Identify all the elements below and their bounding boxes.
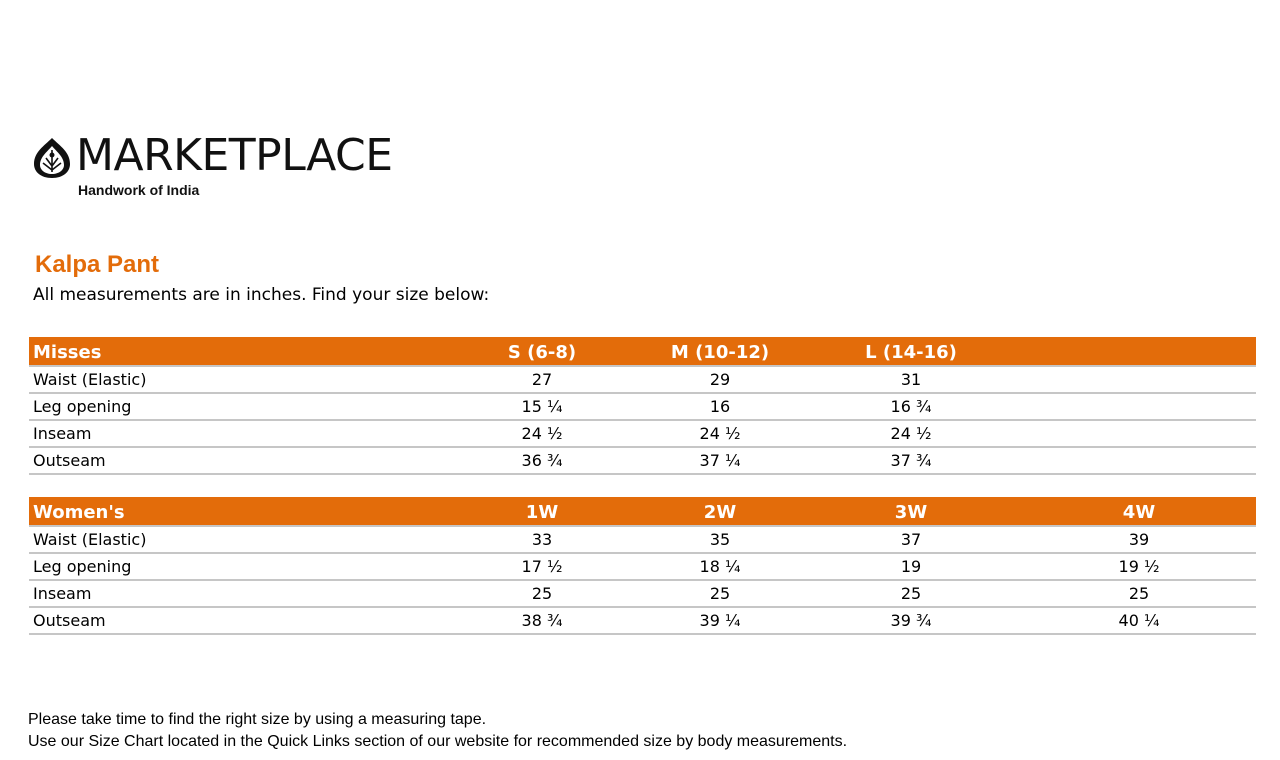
measurement-value: [1022, 393, 1256, 420]
measurement-value: 39: [1022, 526, 1256, 553]
lotus-drop-icon: [30, 136, 74, 180]
measurement-value: 40 ¼: [1022, 607, 1256, 634]
measurement-value: 24 ½: [800, 420, 1022, 447]
measurement-value: 39 ¼: [640, 607, 800, 634]
footer-note: [28, 709, 847, 753]
size-header: [1022, 337, 1256, 366]
measurement-value: 18 ¼: [640, 553, 800, 580]
table-row: [29, 393, 1256, 420]
measurement-label: Outseam: [29, 447, 444, 474]
measurement-value: 17 ½: [444, 553, 640, 580]
measurement-value: 35: [640, 526, 800, 553]
size-header: 1W: [444, 497, 640, 526]
measurement-value: 25: [640, 580, 800, 607]
table-header-row: [29, 497, 1256, 526]
measurement-label: Leg opening: [29, 393, 444, 420]
measurement-value: 37 ¼: [640, 447, 800, 474]
measurement-value: 24 ½: [444, 420, 640, 447]
womens-header: Women's: [29, 497, 444, 526]
womens-size-table: [29, 497, 1256, 635]
size-header: 3W: [800, 497, 1022, 526]
brand-tagline: Handwork of India: [78, 182, 200, 198]
measurement-value: 16: [640, 393, 800, 420]
table-row: [29, 607, 1256, 634]
size-header: S (6-8): [444, 337, 640, 366]
measurement-value: 19 ½: [1022, 553, 1256, 580]
measurement-label: Outseam: [29, 607, 444, 634]
measurement-value: 29: [640, 366, 800, 393]
size-header: 2W: [640, 497, 800, 526]
table-row: [29, 580, 1256, 607]
footer-line: Please take time to find the right size by using a measuring tape.: [28, 711, 487, 728]
product-title: Kalpa Pant: [35, 251, 160, 278]
measurement-label: Inseam: [29, 580, 444, 607]
measurement-value: 36 ¾: [444, 447, 640, 474]
misses-size-table: [29, 337, 1256, 475]
measurement-value: 37: [800, 526, 1022, 553]
measurement-value: [1022, 366, 1256, 393]
measurement-value: 39 ¾: [800, 607, 1022, 634]
product-subtitle: All measurements are in inches. Find your size below:: [33, 285, 490, 305]
measurement-value: 25: [444, 580, 640, 607]
size-header: L (14-16): [800, 337, 1022, 366]
measurement-value: [1022, 447, 1256, 474]
measurement-value: 15 ¼: [444, 393, 640, 420]
measurement-value: 25: [800, 580, 1022, 607]
measurement-value: 19: [800, 553, 1022, 580]
table-row: [29, 366, 1256, 393]
measurement-value: 24 ½: [640, 420, 800, 447]
measurement-value: 31: [800, 366, 1022, 393]
measurement-value: 25: [1022, 580, 1256, 607]
table-header-row: [29, 337, 1256, 366]
measurement-value: 37 ¾: [800, 447, 1022, 474]
measurement-label: Waist (Elastic): [29, 366, 444, 393]
footer-line: Use our Size Chart located in the Quick Links section of our website for recommended size by body measurements.: [28, 733, 848, 750]
table-row: [29, 526, 1256, 553]
size-header: 4W: [1022, 497, 1256, 526]
measurement-label: Inseam: [29, 420, 444, 447]
measurement-value: 16 ¾: [800, 393, 1022, 420]
measurement-value: [1022, 420, 1256, 447]
misses-header: Misses: [29, 337, 444, 366]
measurement-value: 33: [444, 526, 640, 553]
measurement-value: 38 ¾: [444, 607, 640, 634]
table-row: [29, 553, 1256, 580]
size-header: M (10-12): [640, 337, 800, 366]
measurement-value: 27: [444, 366, 640, 393]
table-row: [29, 420, 1256, 447]
table-row: [29, 447, 1256, 474]
measurement-label: Leg opening: [29, 553, 444, 580]
brand-name: MARKETPLACE: [76, 130, 393, 181]
measurement-label: Waist (Elastic): [29, 526, 444, 553]
